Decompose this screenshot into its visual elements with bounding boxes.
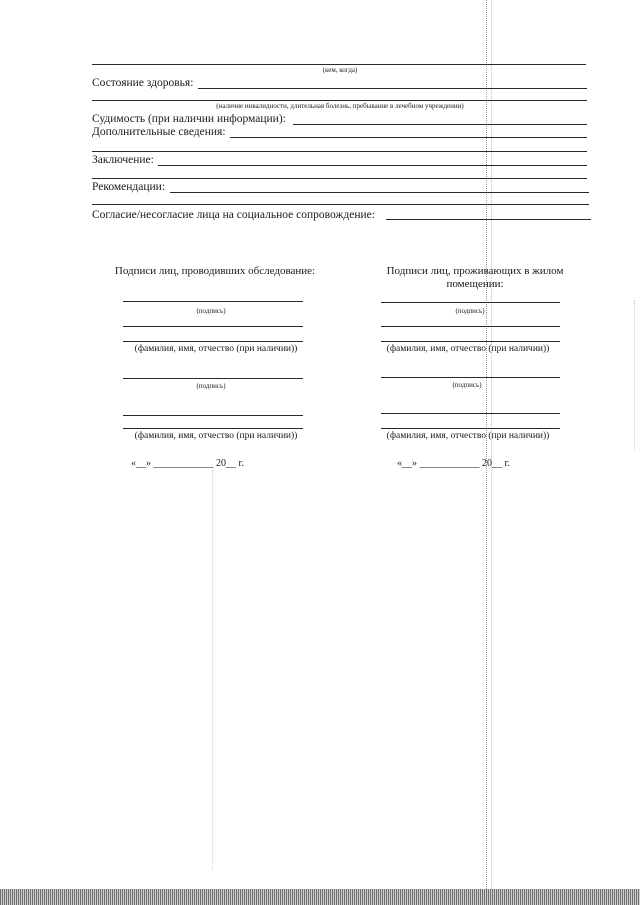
field-line <box>92 151 587 152</box>
right-date[interactable]: «__» ____________ 20__ г. <box>397 458 510 469</box>
field-caption: (кем, когда) <box>322 66 358 74</box>
scan-dots <box>212 470 213 870</box>
left-name-line-2[interactable] <box>123 415 303 416</box>
health-field[interactable] <box>198 88 587 89</box>
additional-label: Дополнительные сведения: <box>92 126 226 138</box>
additional-field[interactable] <box>230 137 587 138</box>
scan-fold-line <box>486 0 487 889</box>
right-signature-line-1[interactable] <box>381 302 560 303</box>
conclusion-field[interactable] <box>158 165 587 166</box>
recommendations-label: Рекомендации: <box>92 181 166 193</box>
consent-label: Согласие/несогласие лица на социальное сопровождение: <box>92 209 375 221</box>
name-caption: (фамилия, имя, отчество (при наличии)) <box>386 344 550 354</box>
field-line <box>381 428 560 429</box>
left-signature-line-1[interactable] <box>123 301 303 302</box>
health-label: Состояние здоровья: <box>92 77 194 89</box>
field-line <box>92 178 587 179</box>
signature-caption: (подпись) <box>196 307 226 315</box>
field-line <box>123 341 303 342</box>
field-line <box>92 204 589 205</box>
conviction-label: Судимость (при наличии информации): <box>92 113 286 125</box>
field-line <box>123 428 303 429</box>
left-signature-line-2[interactable] <box>123 378 303 379</box>
scan-fold-line <box>491 0 492 889</box>
signature-caption: (подпись) <box>452 381 482 389</box>
scan-dots <box>634 300 635 450</box>
right-signature-line-2[interactable] <box>381 377 560 378</box>
signature-caption: (подпись) <box>455 307 485 315</box>
field-line <box>381 341 560 342</box>
field-line <box>92 100 587 101</box>
field-line <box>92 64 586 65</box>
right-name-line-2[interactable] <box>381 413 560 414</box>
name-caption: (фамилия, имя, отчество (при наличии)) <box>134 344 298 354</box>
consent-field[interactable] <box>386 219 591 220</box>
name-caption: (фамилия, имя, отчество (при наличии)) <box>386 431 550 441</box>
left-signatures-heading: Подписи лиц, проводивших обследование: <box>114 265 316 277</box>
right-name-line-1[interactable] <box>381 326 560 327</box>
signature-caption: (подпись) <box>196 382 226 390</box>
scan-edge-band <box>0 889 640 905</box>
conclusion-label: Заключение: <box>92 154 154 166</box>
left-name-line-1[interactable] <box>123 326 303 327</box>
left-date[interactable]: «__» ____________ 20__ г. <box>131 458 244 469</box>
recommendations-field[interactable] <box>170 192 589 193</box>
name-caption: (фамилия, имя, отчество (при наличии)) <box>134 431 298 441</box>
field-caption: (наличие инвалидности, длительная болезнь, пребывание в лечебном учреждении) <box>216 102 464 110</box>
right-signatures-heading: Подписи лиц, проживающих в жилом помещении: <box>386 265 564 290</box>
conviction-field[interactable] <box>293 124 587 125</box>
